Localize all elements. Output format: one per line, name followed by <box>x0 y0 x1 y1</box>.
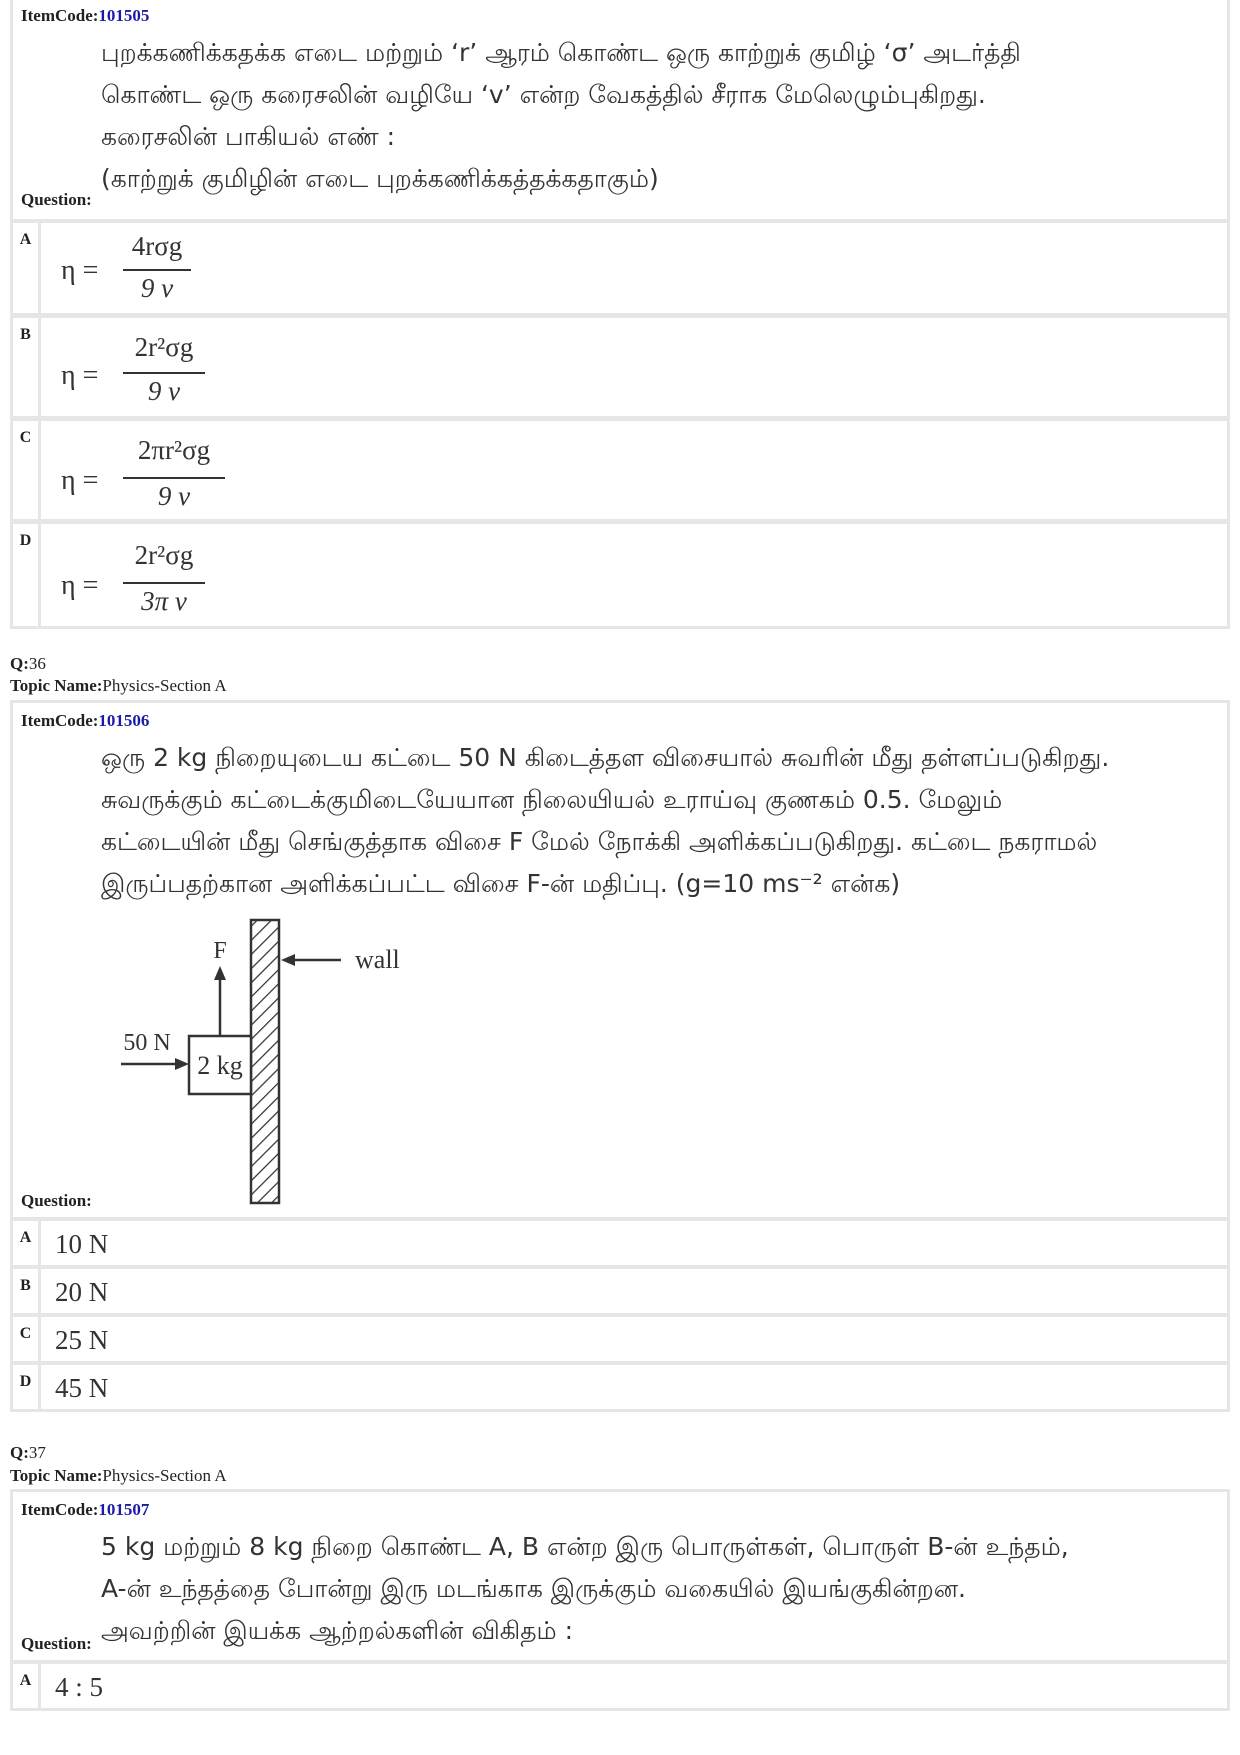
option-letter: B <box>13 318 41 416</box>
question-36-card <box>10 700 1230 1220</box>
force-f-label: F <box>213 938 227 964</box>
q-number: 36 <box>28 654 46 673</box>
question-line: சுவருக்கும் கட்டைக்குமிடையேயான நிலையியல் உராய்வு குணகம் 0.5. மேலும் <box>101 785 1003 814</box>
formula-lhs: η = <box>61 255 99 286</box>
fraction-bar <box>123 582 205 584</box>
option-letter: C <box>13 421 41 519</box>
option-letter: A <box>13 1664 41 1708</box>
item-code-row <box>21 1500 149 1520</box>
question-number <box>10 1443 46 1463</box>
formula-numerator: 2r²σg <box>134 540 194 570</box>
fraction-bar <box>123 372 205 374</box>
push-label: 50 N <box>123 1030 171 1056</box>
formula-denominator: 3π v <box>141 586 187 616</box>
question-line: கொண்ட ஒரு கரைசலின் வழியே ‘v’ என்ற வேகத்தில் சீராக மேலெழும்புகிறது. <box>101 80 986 109</box>
option-a[interactable] <box>10 220 1230 316</box>
formula-lhs: η = <box>61 465 99 496</box>
topic-name: Physics-Section A <box>102 1466 227 1485</box>
option-value: 10 N <box>55 1229 109 1259</box>
formula-fraction <box>121 431 227 517</box>
item-code-value: 101506 <box>98 711 150 730</box>
formula-denominator: 9 v <box>157 481 191 511</box>
item-code-label: ItemCode: <box>21 6 99 25</box>
item-code-value: 101507 <box>98 1500 150 1519</box>
wall-label: wall <box>355 945 400 974</box>
topic-label: Topic Name: <box>10 676 103 695</box>
option-a[interactable] <box>10 1661 1230 1711</box>
formula-numerator: 2r²σg <box>134 332 194 362</box>
option-letter: C <box>13 1317 41 1361</box>
block-label: 2 kg <box>197 1051 243 1080</box>
topic-label: Topic Name: <box>10 1466 103 1485</box>
question-line: அவற்றின் இயக்க ஆற்றல்களின் விகிதம் : <box>101 1616 574 1645</box>
question-line: இருப்பதற்கான அளிக்கப்பட்ட விசை F-ன் மதிப்பு. (g=10 ms⁻² என்க) <box>101 869 901 898</box>
question-label: Question: <box>21 1191 92 1210</box>
formula-numerator: 2πr²σg <box>137 435 211 465</box>
option-letter: D <box>13 524 41 626</box>
option-b[interactable] <box>10 315 1230 419</box>
question-line: ஒரு 2 kg நிறையுடைய கட்டை 50 N கிடைத்தள விசையால் சுவரின் மீது தள்ளப்படுகிறது. <box>101 743 1110 772</box>
question-line: A-ன் உந்தத்தை போன்று இரு மடங்காக இருக்கும் வகையில் இயங்குகின்றன. <box>101 1574 966 1603</box>
topic-name: Physics-Section A <box>102 676 227 695</box>
item-code-label: ItemCode: <box>21 711 99 730</box>
question-line: 5 kg மற்றும் 8 kg நிறை கொண்ட A, B என்ற இரு பொருள்கள், பொருள் B-ன் உந்தம், <box>101 1532 1069 1561</box>
option-letter: D <box>13 1365 41 1409</box>
option-b[interactable] <box>10 1266 1230 1316</box>
option-letter: A <box>13 1221 41 1265</box>
formula-denominator: 9 v <box>147 376 181 406</box>
formula-denominator: 9 v <box>140 273 174 303</box>
q-label: Q: <box>10 1443 29 1462</box>
q-label: Q: <box>10 654 29 673</box>
question-37-card <box>10 1489 1230 1663</box>
option-c[interactable] <box>10 418 1230 522</box>
option-d[interactable] <box>10 1362 1230 1412</box>
question-35-card <box>10 0 1230 222</box>
topic-row <box>10 676 227 696</box>
option-value: 20 N <box>55 1277 109 1307</box>
item-code-row <box>21 711 149 731</box>
formula-numerator: 4rσg <box>131 231 183 261</box>
option-letter: B <box>13 1269 41 1313</box>
wall-block-diagram <box>103 918 423 1208</box>
option-d[interactable] <box>10 521 1230 629</box>
option-c[interactable] <box>10 1314 1230 1364</box>
option-a[interactable] <box>10 1218 1230 1268</box>
option-value: 25 N <box>55 1325 109 1355</box>
option-letter: A <box>13 223 41 313</box>
formula-fraction <box>121 328 207 414</box>
wall <box>251 920 279 1203</box>
item-code-label: ItemCode: <box>21 1500 99 1519</box>
formula-fraction <box>121 536 207 626</box>
topic-row <box>10 1466 227 1486</box>
question-text <box>101 32 1216 200</box>
q-number: 37 <box>28 1443 46 1462</box>
formula-lhs: η = <box>61 360 99 391</box>
fraction-bar <box>123 477 225 479</box>
question-line: கரைசலின் பாகியல் எண் : <box>101 122 396 151</box>
question-line: புறக்கணிக்கதக்க எடை மற்றும் ‘r’ ஆரம் கொண்ட ஒரு காற்றுக் குமிழ் ‘σ’ அடர்த்தி <box>101 38 1021 67</box>
question-line: (காற்றுக் குமிழின் எடை புறக்கணிக்கத்தக்கதாகும்) <box>101 164 659 193</box>
question-text <box>101 737 1216 905</box>
formula-lhs: η = <box>61 570 99 601</box>
formula-fraction <box>121 231 193 311</box>
question-number <box>10 654 46 674</box>
question-text <box>101 1526 1216 1652</box>
item-code-row <box>21 6 149 26</box>
question-label: Question: <box>21 190 92 209</box>
fraction-bar <box>123 269 191 271</box>
option-value: 45 N <box>55 1373 109 1403</box>
option-value: 4 : 5 <box>55 1672 104 1702</box>
question-label: Question: <box>21 1634 92 1653</box>
question-line: கட்டையின் மீது செங்குத்தாக விசை F மேல் நோக்கி அளிக்கப்படுகிறது. கட்டை நகராமல் <box>101 827 1098 856</box>
item-code-value: 101505 <box>98 6 150 25</box>
